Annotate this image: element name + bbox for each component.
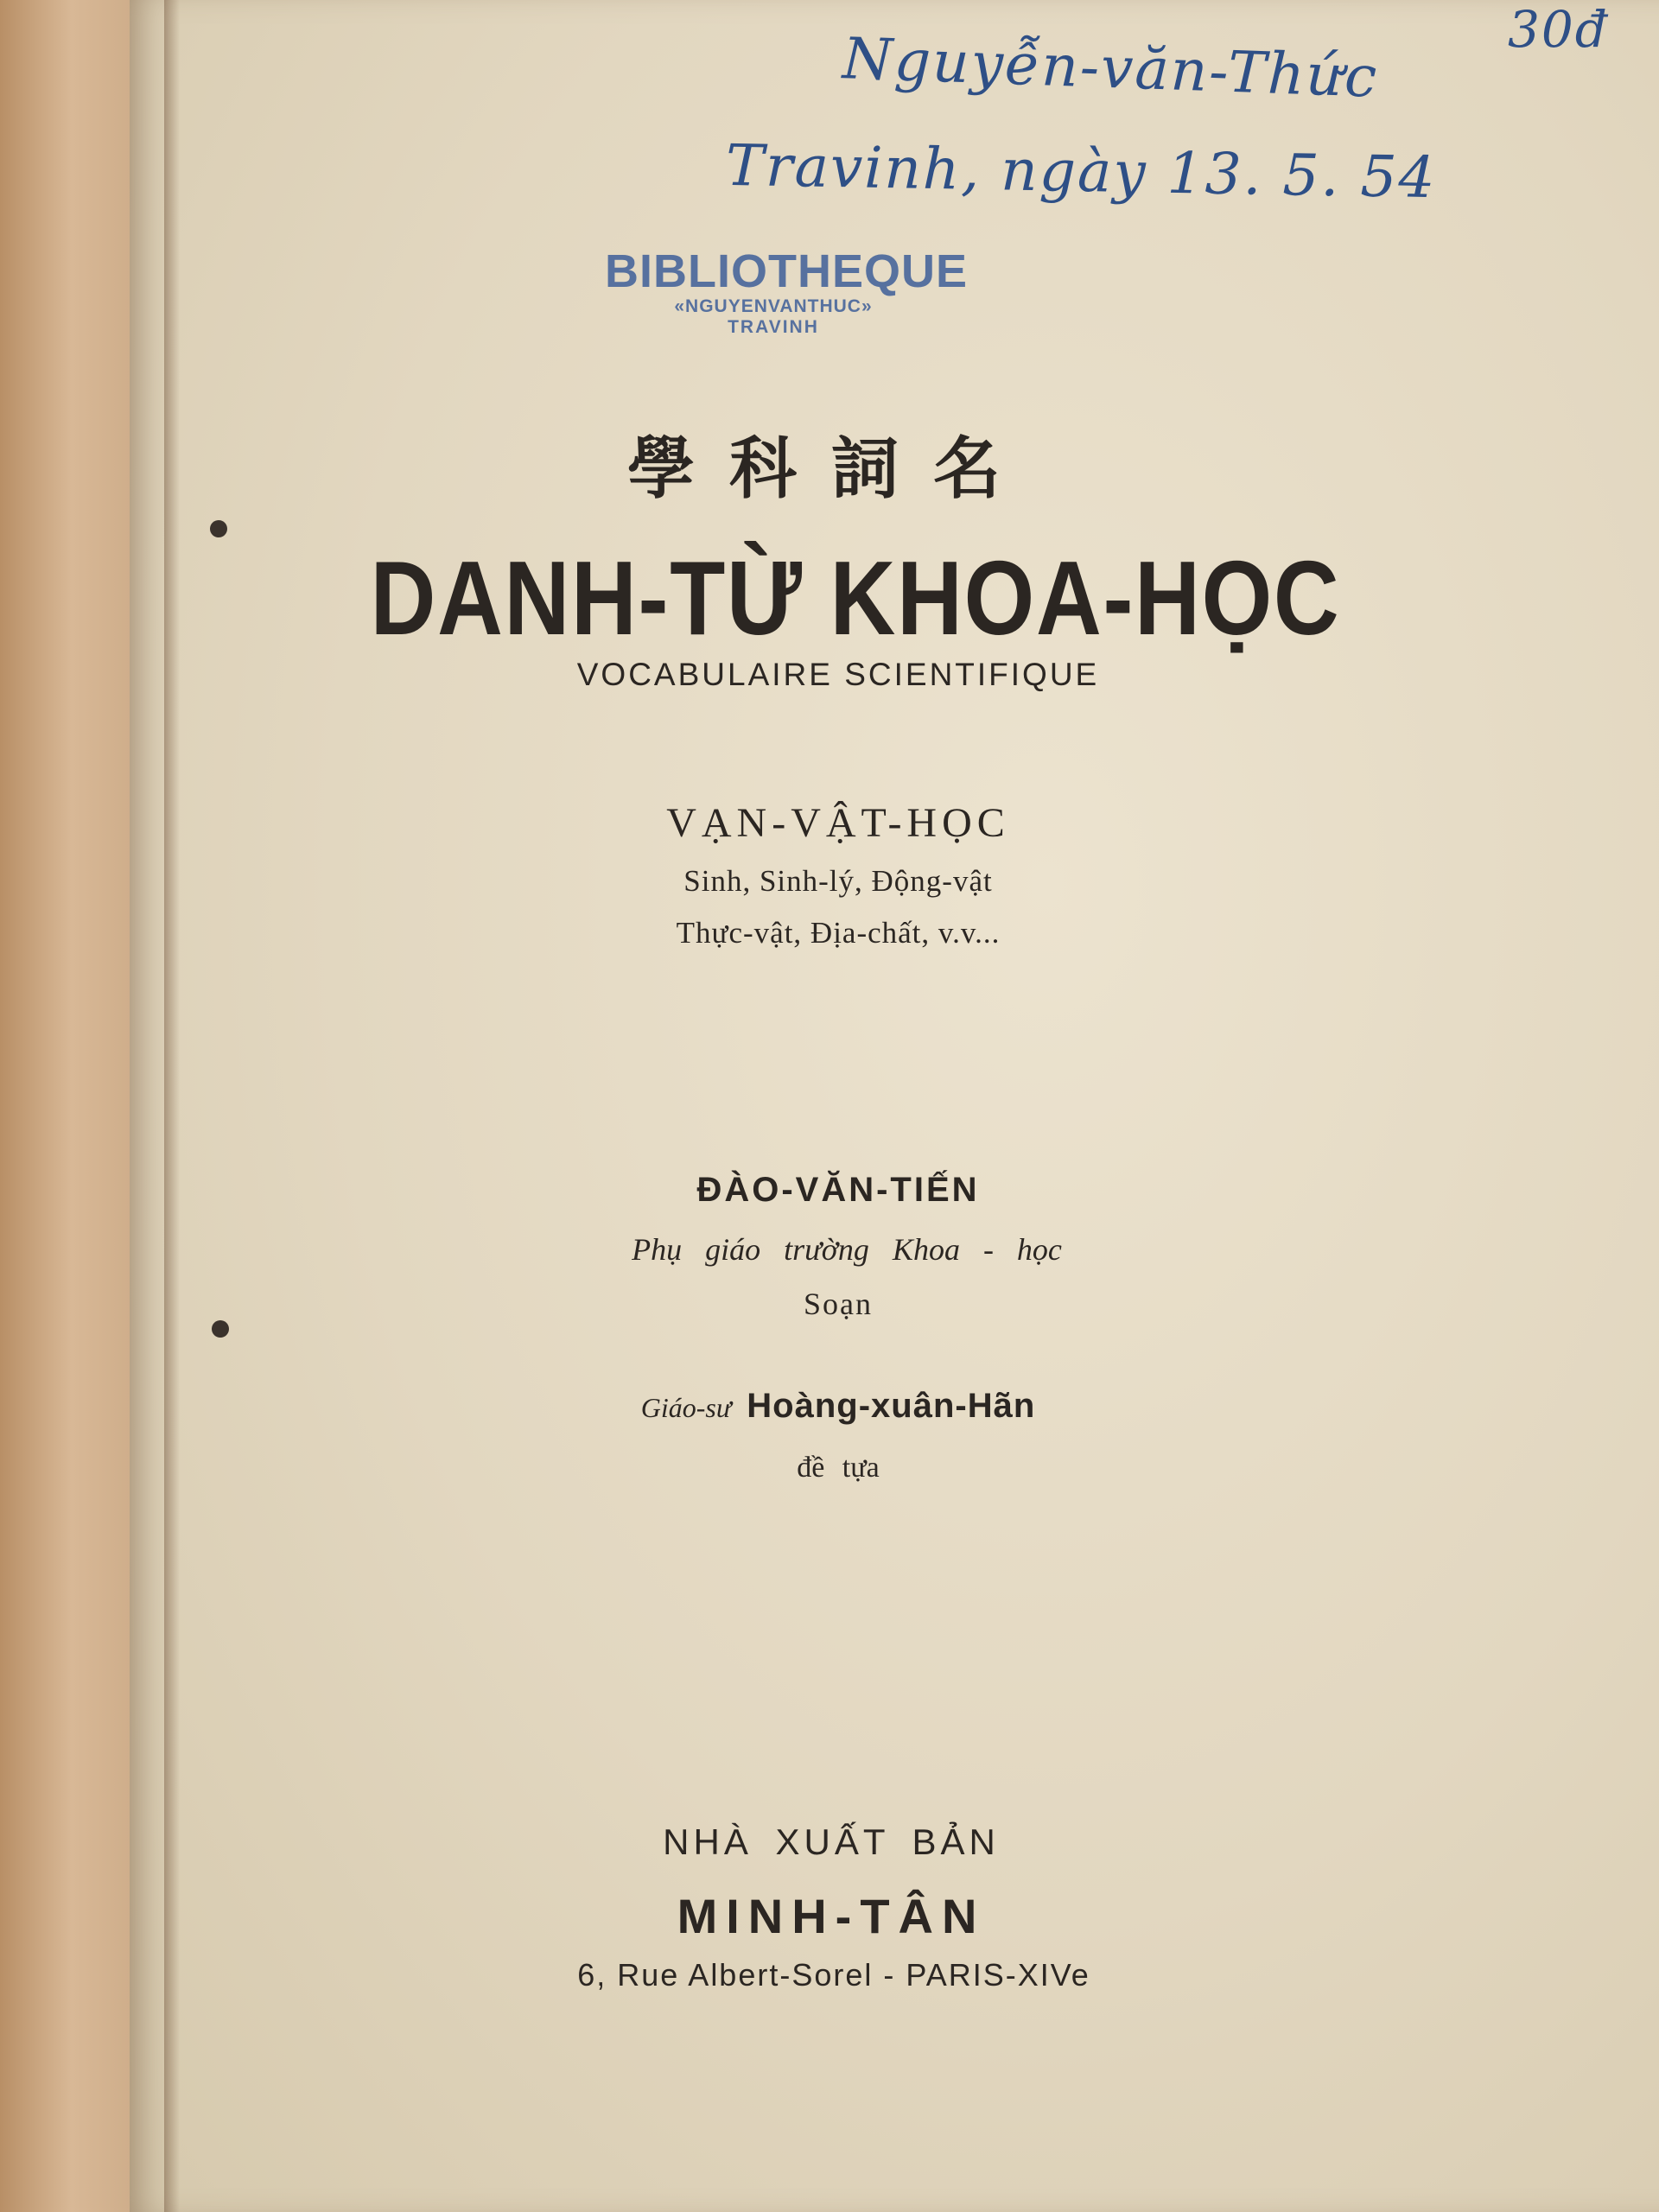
publisher-label: NHÀ XUẤT BẢN [663,1821,1000,1862]
handwritten-place-date: Travinh, ngày 13. 5. 54 [725,131,1438,212]
stamp-line-3: TRAVINH [728,317,819,337]
section-line-1: Sinh, Sinh-lý, Động-vật [683,864,993,898]
section-heading: VẠN-VẬT-HỌC [666,800,1010,846]
author-role: Phụ giáo trường Khoa - học [632,1232,1062,1267]
handwritten-number: 30đ [1508,0,1609,59]
stamp-line-1: BIBLIOTHEQUE [605,245,969,297]
handwritten-owner-name: Nguyễn-văn-Thức [841,25,1380,111]
author-note: Soạn [804,1287,873,1321]
subtitle: VOCABULAIRE SCIENTIFIQUE [576,657,1100,692]
preface-title: Giáo-sư [640,1392,732,1423]
section-line-2: Thực-vật, Địa-chất, v.v... [676,916,1001,950]
library-stamp [605,245,969,350]
punch-hole-icon [210,520,227,537]
preface-line [9,1387,1659,1426]
left-page-edge [0,0,130,2212]
punch-hole-icon [212,1320,229,1338]
stamp-line-2: «NGUYENVANTHUC» [674,296,873,316]
main-title: DANH-TỪ KHOA-HỌC [370,539,1341,657]
preface-note: đề tựa [797,1452,880,1484]
preface-name: Hoàng-xuân-Hãn [747,1387,1036,1425]
publisher-address: 6, Rue Albert-Sorel - PARIS-XIVe [577,1957,1090,1993]
chinese-title: 學科詞名 [626,429,1035,508]
author-name: ĐÀO-VĂN-TIẾN [696,1171,980,1209]
binding-shadow [164,0,180,2212]
publisher-name: MINH-TÂN [677,1889,986,1943]
